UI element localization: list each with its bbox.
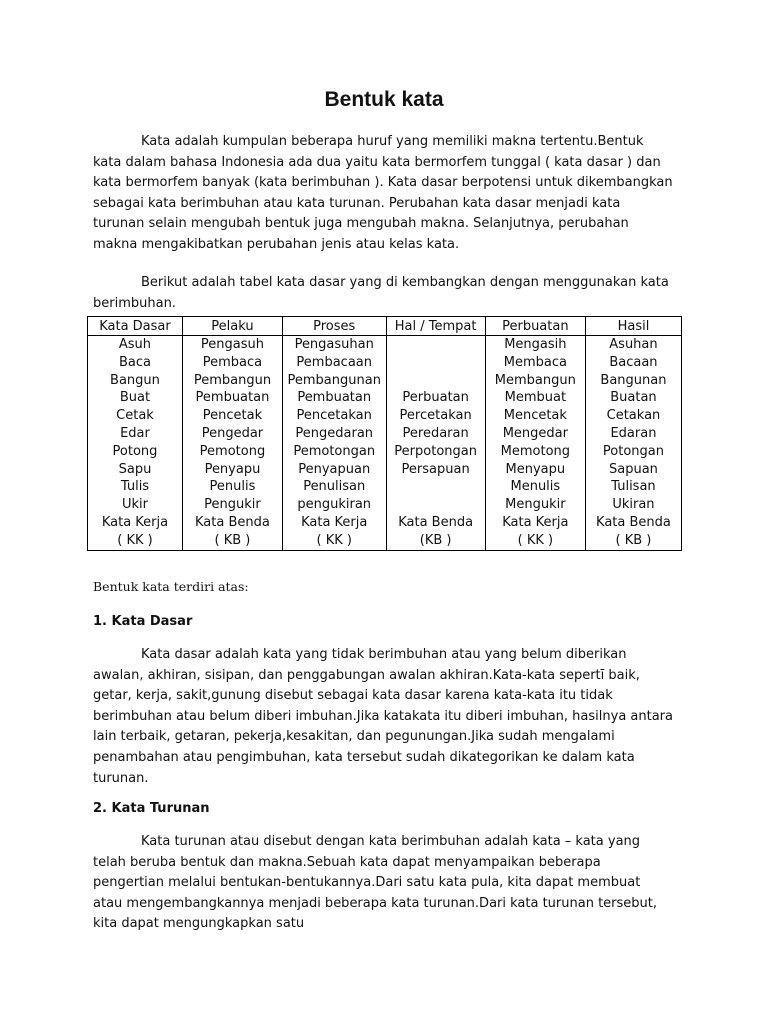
table-cell: Percetakan	[386, 407, 485, 425]
table-cell: Baca	[88, 354, 183, 372]
table-cell: Pengukir	[182, 496, 282, 514]
table-cell: Sapuan	[585, 461, 681, 479]
table-cell: Menyapu	[485, 461, 585, 479]
table-cell: Asuh	[88, 336, 183, 354]
table-row	[88, 478, 682, 496]
table-cell: Bacaan	[585, 354, 681, 372]
table-cell	[386, 372, 485, 390]
table-body	[88, 336, 682, 551]
table-cell: Bangun	[88, 372, 183, 390]
page-title: Bentuk kata	[324, 88, 444, 111]
table-cell: Pengasuh	[182, 336, 282, 354]
table-cell: Kata Kerja	[282, 514, 386, 532]
table-cell: Kata Benda	[386, 514, 485, 532]
table-cell: Buat	[88, 389, 183, 407]
table-cell: Membaca	[485, 354, 585, 372]
table-cell: Membangun	[485, 372, 585, 390]
table-header-row	[88, 317, 682, 336]
intro-paragraph-text: Kata adalah kumpulan beberapa huruf yang memiliki makna tertentu.Bentuk kata dalam bahasa Indonesia ada dua yaitu kata bermorfem tunggal ( kata dasar ) dan kata bermorfem banyak (kata berimbuhan ). Kata dasar berpotensi untuk dikembangkan sebagai kata berimbuhan atau kata turunan. Perubahan kata dasar menjadi kata turunan selain mengubah bentuk juga mengubah makna. Selanjutnya, perubahan makna mengakibatkan perubahan jenis atau kelas kata.	[93, 134, 673, 252]
table-cell: Pengedar	[182, 425, 282, 443]
table-cell: Kata Benda	[585, 514, 681, 532]
table-cell: Perpotongan	[386, 443, 485, 461]
table-cell: Kata Kerja	[88, 514, 183, 532]
kata-turunan-paragraph	[93, 832, 673, 935]
table-cell: (KB )	[386, 532, 485, 550]
table-cell: Menulis	[485, 478, 585, 496]
table-row	[88, 389, 682, 407]
table-cell: Asuhan	[585, 336, 681, 354]
section-heading-kata-turunan: 2. Kata Turunan	[93, 801, 210, 816]
column-header: Proses	[282, 317, 386, 336]
table-cell: Peredaran	[386, 425, 485, 443]
column-header: Perbuatan	[485, 317, 585, 336]
table-cell: Mengasih	[485, 336, 585, 354]
table-cell: Pemotong	[182, 443, 282, 461]
column-header: Pelaku	[182, 317, 282, 336]
table-cell: Memotong	[485, 443, 585, 461]
table-cell: Pembangun	[182, 372, 282, 390]
subtitle: Bentuk kata terdiri atas:	[93, 579, 249, 594]
table-cell: Persapuan	[386, 461, 485, 479]
kata-dasar-text: Kata dasar adalah kata yang tidak berimbuhan atau yang belum diberikan awalan, akhiran, sisipan, dan penggabungan awalan akhiran.Kata-kata sepertī baik, getar, kerja, sakit,gunung disebut sebagai kata dasar karena kata-kata itu tidak berimbuhan atau belum diberi imbuhan.Jika katakata itu diberi imbuhan, hasilnya antara lain terbaik, getaran, pekerja,kesakitan, dan pegunungan.Jika sudah mengalami penambahan atau pengimbuhan, kata tersebut sudah dikategorikan ke dalam kata turunan.	[93, 647, 673, 786]
table-cell: Edar	[88, 425, 183, 443]
table-cell: Pembacaan	[282, 354, 386, 372]
table-cell: Tulis	[88, 478, 183, 496]
table-cell: Penyapuan	[282, 461, 386, 479]
table-cell: Potong	[88, 443, 183, 461]
kata-turunan-text: Kata turunan atau disebut dengan kata berimbuhan adalah kata – kata yang telah beruba bentuk dan makna.Sebuah kata dapat menyampaikan beberapa pengertian melalui bentukan-bentukannya.Dari satu kata pula, kita dapat membuat atau mengembangkannya menjadi beberapa kata turunan.Dari kata turunan tersebut, kita dapat mengungkapkan satu	[93, 834, 658, 932]
table-row	[88, 496, 682, 514]
table-row	[88, 425, 682, 443]
table-cell: Mengukir	[485, 496, 585, 514]
table-cell: ( KK )	[282, 532, 386, 550]
table-cell: Cetakan	[585, 407, 681, 425]
table-row	[88, 461, 682, 479]
table-row	[88, 407, 682, 425]
kata-dasar-paragraph	[93, 645, 673, 789]
column-header: Kata Dasar	[88, 317, 183, 336]
table-cell	[386, 336, 485, 354]
table-cell: Kata Kerja	[485, 514, 585, 532]
table-cell	[386, 496, 485, 514]
table-row	[88, 354, 682, 372]
table-cell: Pemotongan	[282, 443, 386, 461]
table-cell: Pengedaran	[282, 425, 386, 443]
table-row	[88, 443, 682, 461]
table-cell: ( KK )	[485, 532, 585, 550]
table-cell: ( KB )	[585, 532, 681, 550]
table-cell: Kata Benda	[182, 514, 282, 532]
table-cell: Mencetak	[485, 407, 585, 425]
table-cell: Pengasuhan	[282, 336, 386, 354]
table-cell: Edaran	[585, 425, 681, 443]
table-cell: Penyapu	[182, 461, 282, 479]
table-cell: Cetak	[88, 407, 183, 425]
table-row	[88, 336, 682, 354]
word-forms-table	[87, 316, 682, 551]
table-cell: Ukiran	[585, 496, 681, 514]
table-cell: Pembangunan	[282, 372, 386, 390]
table-cell: Pembaca	[182, 354, 282, 372]
table-cell: Buatan	[585, 389, 681, 407]
table-cell: Tulisan	[585, 478, 681, 496]
table-cell: Ukir	[88, 496, 183, 514]
table-cell: Mengedar	[485, 425, 585, 443]
table-cell: ( KK )	[88, 532, 183, 550]
table-cell: Bangunan	[585, 372, 681, 390]
table-cell: Pembuatan	[182, 389, 282, 407]
table-row	[88, 532, 682, 550]
table-cell	[386, 478, 485, 496]
table-cell: ( KB )	[182, 532, 282, 550]
table-intro-paragraph	[93, 273, 673, 314]
intro-paragraph	[93, 132, 673, 256]
table-cell: Pencetak	[182, 407, 282, 425]
table-cell: Penulisan	[282, 478, 386, 496]
table-cell: Perbuatan	[386, 389, 485, 407]
table-cell: Pencetakan	[282, 407, 386, 425]
table-intro-text: Berikut adalah tabel kata dasar yang di kembangkan dengan menggunakan kata berimbuhan.	[93, 275, 669, 311]
table-cell: Membuat	[485, 389, 585, 407]
column-header: Hal / Tempat	[386, 317, 485, 336]
table-cell: Sapu	[88, 461, 183, 479]
table-cell: Penulis	[182, 478, 282, 496]
table-cell: Potongan	[585, 443, 681, 461]
table-row	[88, 372, 682, 390]
column-header: Hasil	[585, 317, 681, 336]
table-row	[88, 514, 682, 532]
table-cell: Pembuatan	[282, 389, 386, 407]
table-cell	[386, 354, 485, 372]
table-cell: pengukiran	[282, 496, 386, 514]
section-heading-kata-dasar: 1. Kata Dasar	[93, 614, 193, 629]
